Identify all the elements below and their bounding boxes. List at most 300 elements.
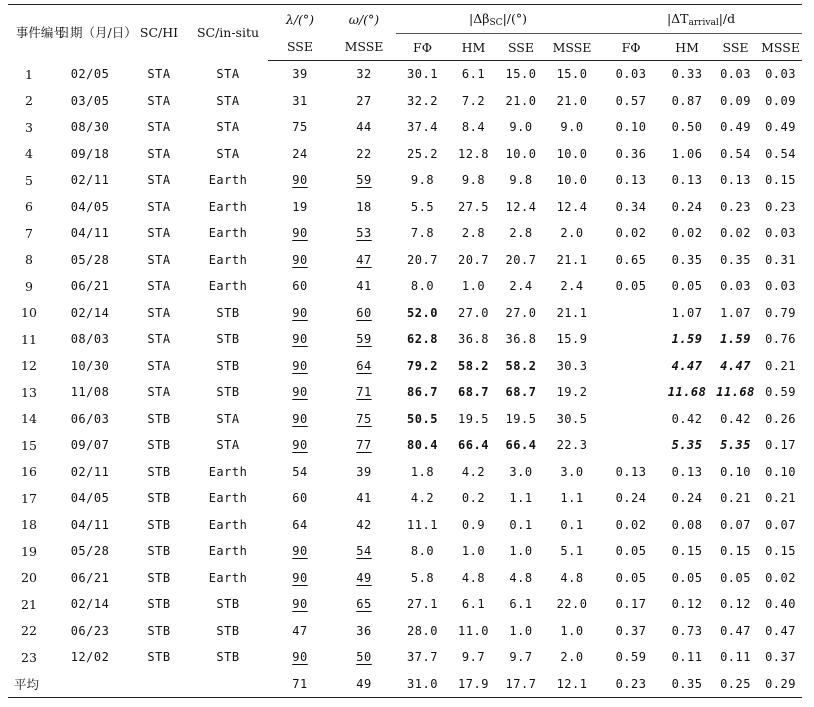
sc-insitu-cell: Earth [208,570,248,585]
table-row [8,273,802,300]
omega-value: 27 [356,93,372,108]
lambda-value: 75 [292,120,308,135]
delta-t-cell: 0.11 [720,650,751,665]
sc-hi-cell: STB [147,517,171,532]
delta-t-cell: 0.09 [720,93,751,108]
delta-t-cell: 0.36 [615,146,647,161]
delta-t-cell: 1.07 [671,305,703,320]
delta-beta-cell: 21.1 [556,305,588,320]
delta-t-cell: 0.05 [615,544,647,559]
lambda-value: 19 [292,199,308,214]
delta-t-cell: 0.13 [720,173,751,188]
delta-beta-cell: 3.0 [560,464,584,479]
table-row [8,220,802,247]
delta-t-cell: 0.11 [671,650,703,665]
sc-hi-cell: STA [147,385,171,400]
sc-hi-cell: STB [147,411,171,426]
delta-t-cell: 0.07 [720,517,751,532]
omega-cell [332,300,396,327]
delta-beta-cell: 58.2 [505,358,537,373]
delta-beta-cell: 80.4 [407,438,438,453]
delta-beta-cell: 27.1 [407,597,438,612]
lambda-value: 90 [292,385,308,400]
omega-value: 22 [356,146,372,161]
sc-insitu-cell: Earth [208,226,248,241]
delta-beta-cell: 6.1 [461,67,486,82]
lambda-cell [268,61,332,88]
delta-t-cell: 11.68 [667,385,707,400]
delta-beta-cell: 4.8 [560,570,584,585]
delta-beta-cell: 0.1 [509,517,533,532]
lambda-cell [268,167,332,194]
header-lambda-sse: SSE [268,34,332,61]
delta-beta-cell: 15.0 [505,67,537,82]
lambda-value: 60 [292,491,308,506]
delta-beta-cell: 4.2 [410,491,435,506]
lambda-cell [268,432,332,459]
delta-t-cell: 0.23 [765,199,796,214]
delta-beta-cell: 30.5 [556,411,588,426]
omega-value: 77 [356,438,372,453]
date-cell: 06/21 [70,570,110,585]
lambda-cell [268,300,332,327]
delta-beta-cell: 9.8 [410,173,435,188]
omega-cell [332,247,396,274]
delta-t-cell: 0.12 [720,597,751,612]
table-row [8,644,802,671]
delta-t-cell: 0.24 [671,199,703,214]
lambda-value: 39 [292,67,308,82]
delta-t-cell: 0.03 [765,226,796,241]
average-delta-beta: 31.0 [396,671,449,698]
delta-beta-cell: 0.9 [461,517,486,532]
delta-beta-cell: 20.7 [505,252,537,267]
sc-hi-cell: STA [147,173,171,188]
delta-t-cell: 0.59 [615,650,647,665]
delta-t-cell: 0.13 [615,173,647,188]
date-cell: 04/11 [70,517,110,532]
delta-beta-cell: 62.8 [407,332,438,347]
sc-insitu-cell: STB [216,385,240,400]
omega-value: 49 [356,570,372,585]
delta-beta-cell: 36.8 [505,332,537,347]
date-cell: 04/05 [70,199,110,214]
lambda-value: 31 [292,93,308,108]
omega-value: 54 [356,544,372,559]
lambda-value: 90 [292,438,308,453]
delta-t-cell: 0.21 [765,358,796,373]
omega-cell [332,61,396,88]
delta-beta-cell: 27.0 [505,305,537,320]
lambda-cell [268,114,332,141]
lambda-cell [268,247,332,274]
sc-insitu-cell: Earth [208,173,248,188]
delta-beta-cell: 1.1 [509,491,533,506]
delta-t-cell: 0.02 [720,226,751,241]
event-no-cell: 8 [25,252,33,268]
date-cell: 09/07 [70,438,110,453]
delta-beta-cell: 6.1 [509,597,533,612]
sc-hi-cell: STB [147,464,171,479]
lambda-cell [268,565,332,592]
event-no-cell: 20 [21,570,37,586]
delta-t-cell: 1.07 [720,305,751,320]
average-label: 平均 [8,671,50,698]
header-sub-col: MSSE [544,34,600,61]
delta-t-cell: 0.05 [671,570,703,585]
lambda-cell [268,644,332,671]
delta-beta-cell: 15.9 [556,332,588,347]
delta-beta-cell: 9.7 [509,650,533,665]
delta-beta-cell: 12.4 [505,199,537,214]
sc-insitu-cell: Earth [208,491,248,506]
delta-beta-cell: 27.5 [458,199,489,214]
delta-beta-cell: 30.3 [556,358,588,373]
delta-beta-cell: 9.7 [461,650,486,665]
delta-t-cell: 5.35 [720,438,751,453]
lambda-cell [268,406,332,433]
header-sub-col: MSSE [759,34,802,61]
delta-beta-cell: 10.0 [505,146,537,161]
omega-cell [332,406,396,433]
delta-t-cell: 4.47 [720,358,751,373]
delta-beta-cell: 21.1 [556,252,588,267]
delta-t-cell [600,353,662,380]
delta-t-cell: 0.13 [671,173,703,188]
omega-value: 59 [356,332,372,347]
delta-t-cell: 0.34 [615,199,647,214]
delta-beta-cell: 2.4 [560,279,584,294]
delta-beta-cell: 20.7 [407,252,438,267]
omega-value: 41 [356,279,372,294]
delta-t-cell: 0.23 [720,199,751,214]
average-delta-beta: 17.7 [498,671,544,698]
delta-beta-cell: 11.0 [458,623,489,638]
lambda-cell [268,538,332,565]
lambda-value: 90 [292,332,308,347]
delta-t-cell: 5.35 [671,438,703,453]
date-cell: 04/05 [70,491,110,506]
omega-value: 75 [356,411,372,426]
delta-t-cell: 0.07 [765,517,796,532]
delta-t-cell: 0.35 [720,252,751,267]
delta-t-cell [600,300,662,327]
omega-cell [332,432,396,459]
sc-hi-cell: STA [147,332,171,347]
delta-beta-cell: 1.0 [509,623,533,638]
average-omega: 49 [332,671,396,698]
lambda-cell [268,353,332,380]
delta-t-cell: 0.05 [720,570,751,585]
delta-beta-cell: 1.0 [509,544,533,559]
omega-cell [332,591,396,618]
lambda-cell [268,220,332,247]
event-no-cell: 17 [21,490,37,506]
delta-beta-cell: 52.0 [407,305,438,320]
omega-value: 42 [356,517,372,532]
delta-t-cell [600,432,662,459]
lambda-cell [268,194,332,221]
delta-t-cell: 0.03 [720,67,751,82]
delta-beta-cell: 0.1 [560,517,584,532]
event-no-cell: 9 [25,278,33,294]
delta-t-cell: 0.54 [765,146,796,161]
delta-beta-cell: 10.0 [556,146,588,161]
delta-beta-cell: 19.2 [556,385,588,400]
event-no-cell: 16 [21,464,37,480]
delta-t-cell: 0.37 [765,650,796,665]
delta-beta-cell: 21.0 [505,93,537,108]
sc-hi-cell: STA [147,226,171,241]
average-row [8,671,802,698]
delta-beta-cell: 32.2 [407,93,438,108]
header-sub-col: SSE [712,34,759,61]
table-row [8,591,802,618]
header-date: 日期（月/日） [50,5,130,61]
delta-t-cell: 0.49 [765,120,796,135]
delta-beta-cell: 9.8 [509,173,533,188]
delta-t-cell: 0.57 [615,93,647,108]
sc-insitu-cell: STB [216,650,240,665]
table-row [8,61,802,88]
date-cell: 06/23 [70,623,110,638]
header-sub-col: HM [662,34,712,61]
sc-insitu-cell: STB [216,623,240,638]
header-omega-msse: MSSE [332,34,396,61]
event-no-cell: 18 [21,517,37,533]
omega-cell [332,512,396,539]
delta-beta-cell: 27.0 [458,305,489,320]
sc-insitu-cell: Earth [208,464,248,479]
table-row [8,114,802,141]
delta-beta-cell: 2.8 [509,226,533,241]
delta-t-cell: 0.49 [720,120,751,135]
event-no-cell: 12 [21,358,37,374]
average-delta-beta: 12.1 [544,671,600,698]
table-row [8,459,802,486]
delta-beta-cell: 9.0 [509,120,533,135]
sc-hi-cell: STB [147,650,171,665]
sc-insitu-cell: STA [216,438,240,453]
omega-cell [332,644,396,671]
delta-beta-cell: 22.3 [556,438,588,453]
lambda-value: 90 [292,570,308,585]
sc-hi-cell: STB [147,438,171,453]
lambda-value: 90 [292,597,308,612]
omega-cell [332,459,396,486]
event-no-cell: 5 [25,172,33,188]
delta-beta-cell: 50.5 [407,411,438,426]
delta-beta-cell: 19.5 [505,411,537,426]
omega-cell [332,88,396,115]
delta-beta-cell: 5.8 [410,570,435,585]
date-cell: 11/08 [70,385,110,400]
delta-t-cell: 0.76 [765,332,796,347]
omega-value: 60 [356,305,372,320]
lambda-cell [268,591,332,618]
delta-beta-cell: 3.0 [509,464,533,479]
delta-t-cell: 1.59 [671,332,703,347]
sc-insitu-cell: STA [216,67,240,81]
omega-cell [332,114,396,141]
delta-beta-cell: 28.0 [407,623,438,638]
lambda-value: 24 [292,146,308,161]
delta-t-cell: 0.33 [671,67,703,82]
delta-beta-cell: 9.8 [461,173,486,188]
average-delta-t: 0.23 [600,671,662,698]
delta-t-cell: 0.13 [671,464,703,479]
delta-beta-cell: 5.1 [560,544,584,559]
delta-beta-cell: 7.2 [461,93,486,108]
delta-beta-cell: 86.7 [407,385,438,400]
header-sub-col: SSE [498,34,544,61]
date-cell: 02/05 [70,67,110,81]
sc-hi-cell: STB [147,491,171,506]
date-cell: 06/21 [70,279,110,294]
lambda-cell [268,618,332,645]
delta-beta-cell: 66.4 [505,438,537,453]
omega-value: 44 [356,120,372,135]
delta-beta-cell: 11.1 [407,517,438,532]
delta-t-cell: 0.65 [615,252,647,267]
delta-t-cell: 0.79 [765,305,796,320]
omega-value: 36 [356,623,372,638]
delta-beta-cell: 2.8 [461,226,486,241]
delta-t-cell: 0.24 [671,491,703,506]
lambda-cell [268,141,332,168]
average-delta-t: 0.25 [712,671,759,698]
lambda-value: 60 [292,279,308,294]
delta-t-cell: 0.03 [765,279,796,294]
sc-hi-cell: STB [147,570,171,585]
delta-t-cell: 0.47 [720,623,751,638]
delta-t-cell: 0.59 [765,385,796,400]
omega-value: 32 [356,67,372,82]
delta-beta-cell: 4.8 [509,570,533,585]
delta-t-cell: 0.15 [765,173,796,188]
sc-insitu-cell: STA [216,411,240,426]
table-row [8,538,802,565]
lambda-value: 90 [292,226,308,241]
omega-cell [332,618,396,645]
delta-t-cell [600,379,662,406]
table-row [8,300,802,327]
delta-t-cell: 0.31 [765,252,796,267]
sc-hi-cell: STA [147,199,171,214]
sc-insitu-cell: STA [216,146,240,161]
delta-t-cell: 0.13 [615,464,647,479]
delta-beta-cell: 68.7 [505,385,537,400]
omega-cell [332,326,396,353]
delta-beta-cell: 22.0 [556,597,588,612]
table-row [8,379,802,406]
header-delta-beta: $|\Delta\beta_{SC}|/(^\circ)$ [396,5,600,34]
delta-beta-cell: 79.2 [407,358,438,373]
delta-t-cell: 0.73 [671,623,703,638]
header-omega: ω/(°) [332,5,396,34]
table-row [8,565,802,592]
omega-value: 41 [356,491,372,506]
lambda-cell [268,88,332,115]
sc-hi-cell: STA [147,279,171,294]
delta-t-cell: 0.42 [671,411,703,426]
omega-value: 50 [356,650,372,665]
lambda-value: 90 [292,358,308,373]
lambda-value: 47 [292,623,308,638]
header-sc-hi: SC/HI [130,5,188,61]
delta-beta-cell: 37.7 [407,650,438,665]
results-table [8,4,802,698]
table-header [8,5,802,61]
average-delta-beta: 17.9 [449,671,498,698]
event-no-cell: 13 [21,384,37,400]
sc-hi-cell: STA [147,120,171,135]
header-event-no: 事件编号 [8,5,50,61]
omega-cell [332,141,396,168]
delta-t-cell: 0.02 [671,226,703,241]
sc-insitu-cell: Earth [208,199,248,214]
delta-t-cell [600,326,662,353]
event-no-cell: 7 [25,225,33,241]
table-body [8,61,802,698]
delta-beta-cell: 2.0 [560,650,584,665]
lambda-cell [268,273,332,300]
delta-t-cell: 0.21 [720,491,751,506]
date-cell: 02/11 [70,173,110,188]
event-no-cell: 21 [21,596,37,612]
delta-t-cell: 0.87 [671,93,703,108]
lambda-cell [268,326,332,353]
delta-beta-cell: 4.2 [461,464,486,479]
table-row [8,247,802,274]
date-cell: 05/28 [70,544,110,559]
delta-t-cell: 4.47 [671,358,703,373]
event-no-cell: 11 [21,331,37,347]
sc-hi-cell: STA [147,146,171,161]
date-cell: 02/14 [70,305,110,320]
header-sub-col: HM [449,34,498,61]
delta-t-cell: 0.10 [720,464,751,479]
header-sub-col: FΦ [396,34,449,61]
lambda-value: 90 [292,305,308,320]
delta-t-cell: 0.05 [671,279,703,294]
delta-t-cell: 11.68 [716,385,755,400]
delta-beta-cell: 2.4 [509,279,533,294]
lambda-value: 64 [292,517,308,532]
sc-insitu-cell: STA [216,120,240,135]
table-row [8,432,802,459]
delta-t-cell: 0.40 [765,597,796,612]
event-no-cell: 23 [21,649,37,665]
sc-hi-cell: STB [147,544,171,559]
delta-t-cell: 0.15 [671,544,703,559]
delta-beta-cell: 58.2 [458,358,489,373]
delta-t-cell: 0.03 [720,279,751,294]
date-cell: 09/18 [70,146,110,161]
average-lambda: 71 [268,671,332,698]
omega-value: 65 [356,597,372,612]
average-delta-t: 0.35 [662,671,712,698]
lambda-value: 90 [292,650,308,665]
delta-beta-cell: 19.5 [458,411,489,426]
table-row [8,618,802,645]
delta-t-cell: 0.12 [671,597,703,612]
delta-t-cell: 0.50 [671,120,703,135]
delta-t-cell [600,406,662,433]
date-cell: 04/11 [70,226,110,241]
date-cell: 02/14 [70,597,110,612]
delta-beta-cell: 2.0 [560,226,584,241]
